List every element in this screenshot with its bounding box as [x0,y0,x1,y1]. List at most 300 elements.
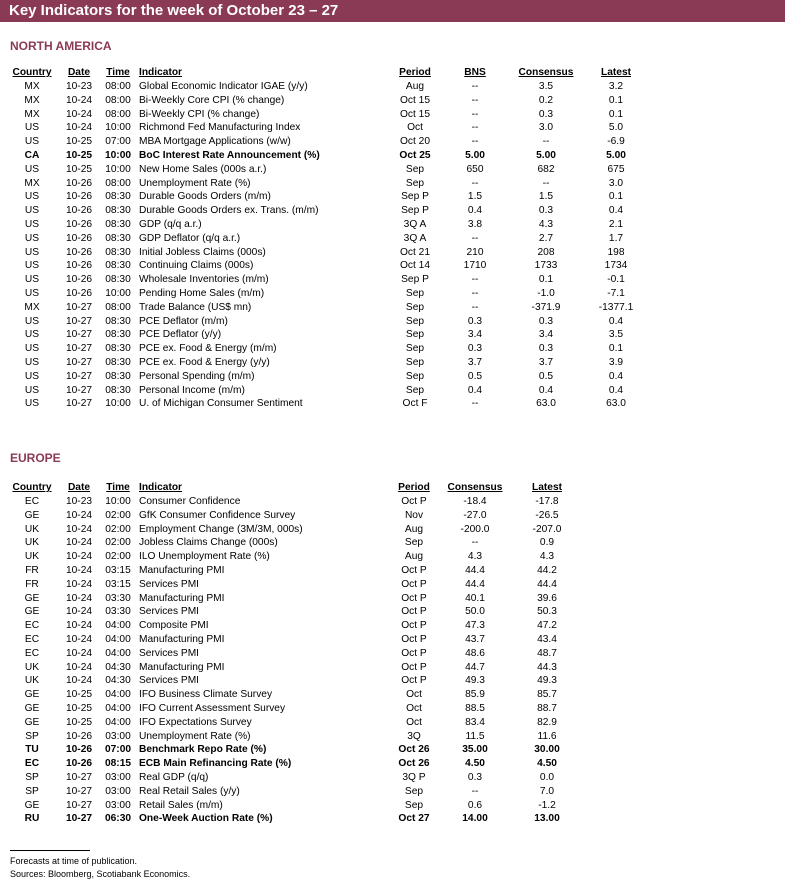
cell-indicator: New Home Sales (000s a.r.) [139,163,267,175]
cell-latest: -0.1 [607,274,625,286]
cell-consensus: 3.4 [538,329,554,341]
cell-time: 04:30 [105,675,131,687]
cell-consensus: 0.3 [467,771,483,783]
cell-indicator: Richmond Fed Manufacturing Index [139,122,301,134]
table-row [0,592,785,606]
cell-latest: 0.1 [608,191,624,203]
column-header-indicator: Indicator [139,482,183,493]
cell-date: 10-25 [65,163,93,175]
cell-bns: 3.8 [467,218,483,230]
cell-country: UK [24,675,40,687]
cell-time: 03:00 [105,785,131,797]
cell-country: US [24,163,40,175]
cell-country: US [24,122,40,134]
cell-bns: -- [471,122,479,134]
cell-country: US [24,136,40,148]
cell-time: 08:00 [105,108,131,120]
cell-consensus: -200.0 [460,523,490,535]
cell-indicator: Personal Income (m/m) [139,384,245,396]
cell-country: UK [24,661,40,673]
table-row [0,619,785,633]
cell-period: Sep [405,287,425,299]
cell-consensus: 208 [537,246,555,258]
cell-indicator: GDP (q/q a.r.) [139,218,202,230]
cell-country: US [24,205,40,217]
table-row [0,273,785,287]
cell-indicator: Services PMI [139,606,200,618]
cell-latest: 3.0 [608,177,624,189]
cell-period: Sep [405,384,425,396]
cell-time: 08:00 [105,177,131,189]
cell-bns: 210 [466,246,484,258]
cell-latest: 50.3 [537,606,557,618]
cell-period: Oct P [401,606,427,618]
cell-period: Oct 14 [399,260,431,272]
cell-time: 10:00 [105,496,131,507]
cell-period: Sep [405,356,425,368]
cell-period: Oct P [401,564,427,576]
column-header-consensus: Consensus [447,482,503,493]
cell-consensus: 0.5 [538,370,554,382]
cell-time: 03:15 [105,564,131,576]
cell-country: FR [25,578,39,590]
column-header-time: Time [106,67,130,78]
cell-consensus: 11.5 [465,730,485,742]
cell-country: UK [24,537,40,549]
cell-consensus: 35.00 [462,744,488,756]
cell-time: 08:15 [104,758,132,770]
table-row [0,633,785,647]
table-row [0,246,785,260]
cell-country: US [24,274,40,286]
cell-date: 10-24 [65,551,93,563]
table-row [0,799,785,813]
cell-date: 10-26 [65,232,93,244]
cell-country: US [24,356,40,368]
cell-period: Oct P [401,633,427,645]
cell-consensus: 50.0 [465,606,485,618]
cell-consensus: -- [542,136,550,148]
cell-period: Oct 26 [398,744,430,756]
cell-indicator: One-Week Auction Rate (%) [139,813,273,825]
cell-indicator: IFO Business Climate Survey [139,689,273,701]
cell-consensus: 0.6 [467,799,483,811]
cell-latest: -6.9 [607,136,625,148]
cell-country: EC [24,496,40,507]
cell-time: 04:00 [105,689,131,701]
cell-country: MX [24,94,40,106]
cell-period: Aug [405,81,425,92]
cell-period: Oct 20 [399,136,431,148]
cell-country: US [24,287,40,299]
cell-time: 08:30 [105,246,131,258]
cell-country: US [24,329,40,341]
cell-latest: 198 [607,246,625,258]
cell-indicator: Manufacturing PMI [139,661,225,673]
cell-date: 10-23 [65,81,93,92]
cell-latest: -1377.1 [598,301,634,313]
cell-period: Oct [407,122,423,134]
table-row [0,688,785,702]
cell-consensus: 47.3 [465,620,485,632]
cell-indicator: Real GDP (q/q) [139,771,209,783]
cell-time: 08:30 [105,191,131,203]
cell-period: Oct 15 [399,108,431,120]
cell-period: Sep [405,163,425,175]
cell-indicator: Manufacturing PMI [139,564,225,576]
cell-period: Aug [404,551,424,563]
cell-country: RU [24,813,40,825]
cell-indicator: Jobless Claims Change (000s) [139,537,278,549]
cell-period: Oct 15 [399,94,431,106]
cell-country: UK [24,551,40,563]
cell-indicator: Trade Balance (US$ mn) [139,301,252,313]
table-header-row [0,481,785,495]
cell-consensus: -18.4 [463,496,487,507]
cell-date: 10-24 [65,578,93,590]
cell-latest: -17.8 [535,496,559,507]
cell-latest: -207.0 [532,523,562,535]
column-header-time: Time [106,482,130,493]
table-row [0,536,785,550]
table-row [0,135,785,149]
table-row [0,812,785,826]
cell-date: 10-24 [65,620,93,632]
column-header-bns: BNS [464,67,486,78]
table-row [0,674,785,688]
cell-country: GE [24,716,40,728]
cell-country: GE [24,799,40,811]
table-row [0,384,785,398]
cell-time: 06:30 [104,813,132,825]
cell-indicator: Services PMI [139,675,200,687]
cell-indicator: Services PMI [139,578,200,590]
cell-bns: -- [471,232,479,244]
cell-indicator: MBA Mortgage Applications (w/w) [139,136,291,148]
cell-time: 04:00 [105,702,131,714]
cell-latest: 0.0 [539,771,555,783]
cell-consensus: 4.50 [465,758,485,770]
cell-period: Oct [406,689,422,701]
cell-time: 04:00 [105,620,131,632]
cell-latest: 85.7 [537,689,557,701]
cell-date: 10-27 [65,771,93,783]
cell-date: 10-24 [65,108,93,120]
table-row [0,370,785,384]
cell-period: Sep P [401,274,429,286]
cell-date: 10-24 [65,537,93,549]
cell-indicator: PCE Deflator (m/m) [139,315,228,327]
cell-consensus: 0.1 [538,274,554,286]
cell-consensus: 3.5 [538,81,554,92]
cell-date: 10-27 [65,799,93,811]
cell-time: 08:30 [105,218,131,230]
cell-latest: 4.3 [539,551,555,563]
table-row [0,523,785,537]
cell-consensus: 682 [537,163,555,175]
cell-country: GE [24,702,40,714]
cell-period: Oct P [401,496,427,507]
cell-country: GE [24,689,40,701]
cell-latest: 11.6 [537,730,557,742]
column-header-latest: Latest [600,67,632,78]
cell-bns: 0.3 [467,315,483,327]
cell-period: Sep P [401,191,429,203]
cell-latest: 43.4 [537,633,557,645]
column-header-consensus: Consensus [518,67,574,78]
cell-time: 08:30 [105,343,131,355]
cell-time: 02:00 [105,523,131,535]
cell-time: 02:00 [105,537,131,549]
europe-table [0,481,785,826]
cell-consensus: 83.4 [465,716,485,728]
cell-indicator: Wholesale Inventories (m/m) [139,274,269,286]
cell-consensus: 40.1 [465,592,485,604]
north-america-title: NORTH AMERICA [10,39,112,53]
table-header-row [0,66,785,80]
cell-indicator: Global Economic Indicator IGAE (y/y) [139,81,308,92]
cell-date: 10-25 [65,716,93,728]
column-header-date: Date [67,482,91,493]
cell-period: Sep [405,301,425,313]
cell-consensus: 44.4 [465,564,485,576]
cell-period: Oct 27 [398,813,430,825]
cell-country: SP [25,730,39,742]
table-row [0,564,785,578]
cell-latest: -1.2 [538,799,556,811]
cell-country: GE [24,592,40,604]
cell-time: 03:00 [105,771,131,783]
cell-time: 02:00 [105,509,131,521]
cell-period: Nov [404,509,424,521]
cell-date: 10-27 [65,315,93,327]
cell-date: 10-26 [65,287,93,299]
cell-latest: 82.9 [537,716,557,728]
cell-time: 03:15 [105,578,131,590]
cell-country: MX [24,301,40,313]
table-row [0,716,785,730]
cell-consensus: 0.4 [538,384,554,396]
cell-date: 10-26 [65,218,93,230]
cell-consensus: -1.0 [537,287,555,299]
cell-consensus: 63.0 [536,398,556,410]
cell-period: Oct 26 [398,758,430,770]
cell-date: 10-26 [65,205,93,217]
cell-indicator: Services PMI [139,647,200,659]
table-row [0,149,785,163]
cell-indicator: Manufacturing PMI [139,592,225,604]
cell-indicator: ILO Unemployment Rate (%) [139,551,270,563]
table-row [0,661,785,675]
cell-consensus: -- [542,177,550,189]
cell-country: EC [24,758,40,770]
cell-time: 10:00 [104,149,132,161]
cell-time: 04:00 [105,633,131,645]
table-row [0,647,785,661]
table-row [0,743,785,757]
cell-latest: 675 [607,163,625,175]
cell-consensus: 4.3 [538,218,554,230]
column-header-period: Period [398,482,430,493]
cell-time: 03:00 [105,799,131,811]
cell-latest: 63.0 [606,398,626,410]
cell-country: GE [24,606,40,618]
table-row [0,509,785,523]
cell-indicator: Composite PMI [139,620,209,632]
table-row [0,259,785,273]
cell-consensus: 43.7 [465,633,485,645]
table-row [0,204,785,218]
cell-date: 10-24 [65,606,93,618]
cell-bns: 3.4 [467,329,483,341]
cell-period: Oct F [402,398,428,410]
cell-indicator: Benchmark Repo Rate (%) [139,744,267,756]
cell-latest: 39.6 [537,592,557,604]
cell-indicator: Manufacturing PMI [139,633,225,645]
table-row [0,578,785,592]
cell-bns: -- [471,274,479,286]
cell-date: 10-25 [65,136,93,148]
cell-consensus: 4.3 [467,551,483,563]
cell-indicator: PCE ex. Food & Energy (y/y) [139,356,270,368]
cell-country: EC [24,633,40,645]
cell-indicator: PCE Deflator (y/y) [139,329,222,341]
cell-date: 10-27 [65,329,93,341]
cell-date: 10-24 [65,661,93,673]
cell-bns: 0.3 [467,343,483,355]
cell-latest: 88.7 [537,702,557,714]
cell-time: 10:00 [105,398,131,410]
cell-latest: 0.4 [608,315,624,327]
cell-country: UK [24,523,40,535]
cell-consensus: 0.2 [538,94,554,106]
cell-consensus: 0.3 [538,315,554,327]
cell-date: 10-27 [65,785,93,797]
table-row [0,80,785,94]
cell-consensus: 2.7 [538,232,554,244]
cell-bns: 650 [466,163,484,175]
cell-consensus: -27.0 [463,509,487,521]
cell-indicator: IFO Current Assessment Survey [139,702,286,714]
cell-date: 10-26 [65,744,93,756]
page-title: Key Indicators for the week of October 23 – 27 [9,2,339,19]
cell-latest: 47.2 [537,620,557,632]
cell-date: 10-24 [65,564,93,576]
cell-period: 3Q P [402,771,426,783]
table-row [0,328,785,342]
table-row [0,785,785,799]
cell-time: 10:00 [105,163,131,175]
cell-country: GE [24,509,40,521]
cell-country: SP [25,771,39,783]
cell-time: 03:30 [105,606,131,618]
cell-consensus: 3.0 [538,122,554,134]
cell-latest: 7.0 [539,785,555,797]
cell-indicator: Retail Sales (m/m) [139,799,223,811]
table-row [0,730,785,744]
cell-latest: 3.2 [608,81,624,92]
table-row [0,342,785,356]
table-row [0,495,785,509]
cell-country: EC [24,620,40,632]
cell-date: 10-24 [65,122,93,134]
cell-consensus: 1733 [534,260,558,272]
cell-period: Oct P [401,661,427,673]
cell-indicator: GDP Deflator (q/q a.r.) [139,232,241,244]
cell-country: MX [24,108,40,120]
cell-indicator: Durable Goods Orders ex. Trans. (m/m) [139,205,319,217]
cell-indicator: Real Retail Sales (y/y) [139,785,240,797]
cell-indicator: U. of Michigan Consumer Sentiment [139,398,303,410]
cell-date: 10-26 [65,260,93,272]
cell-bns: -- [471,81,479,92]
cell-time: 08:30 [105,260,131,272]
cell-time: 04:00 [105,647,131,659]
footnote-divider [10,850,90,851]
cell-date: 10-24 [65,523,93,535]
cell-date: 10-26 [65,758,93,770]
table-row [0,232,785,246]
cell-bns: 1.5 [467,191,483,203]
cell-country: CA [24,149,40,161]
cell-period: 3Q A [403,232,427,244]
cell-indicator: IFO Expectations Survey [139,716,252,728]
cell-indicator: Personal Spending (m/m) [139,370,255,382]
footnote-sources: Sources: Bloomberg, Scotiabank Economics. [10,869,191,879]
cell-time: 08:30 [105,370,131,382]
table-row [0,356,785,370]
cell-latest: 0.1 [608,108,624,120]
table-row [0,287,785,301]
cell-period: Sep [405,343,425,355]
cell-date: 10-26 [65,246,93,258]
cell-country: US [24,370,40,382]
cell-period: Sep [404,537,424,549]
cell-date: 10-24 [65,675,93,687]
cell-period: 3Q A [403,218,427,230]
cell-indicator: Unemployment Rate (%) [139,730,251,742]
cell-indicator: Bi-Weekly Core CPI (% change) [139,94,285,106]
page-header-bar [0,0,785,22]
cell-bns: -- [471,301,479,313]
cell-time: 08:30 [105,232,131,244]
cell-country: US [24,260,40,272]
cell-date: 10-25 [65,689,93,701]
table-row [0,177,785,191]
cell-bns: 1710 [463,260,487,272]
cell-date: 10-24 [65,94,93,106]
cell-time: 10:00 [105,287,131,299]
cell-country: TU [25,744,39,756]
cell-period: Sep [404,785,424,797]
cell-country: EC [24,647,40,659]
cell-consensus: -- [471,537,479,549]
table-row [0,702,785,716]
cell-consensus: 0.3 [538,108,554,120]
cell-bns: 5.00 [465,149,485,161]
cell-latest: 5.00 [606,149,626,161]
table-row [0,757,785,771]
cell-latest: 4.50 [537,758,557,770]
column-header-period: Period [399,67,431,78]
cell-consensus: -371.9 [531,301,561,313]
cell-country: MX [24,177,40,189]
cell-indicator: GfK Consumer Confidence Survey [139,509,296,521]
cell-latest: 1.7 [608,232,624,244]
cell-latest: 3.9 [608,356,624,368]
cell-time: 08:30 [105,356,131,368]
cell-country: US [24,232,40,244]
